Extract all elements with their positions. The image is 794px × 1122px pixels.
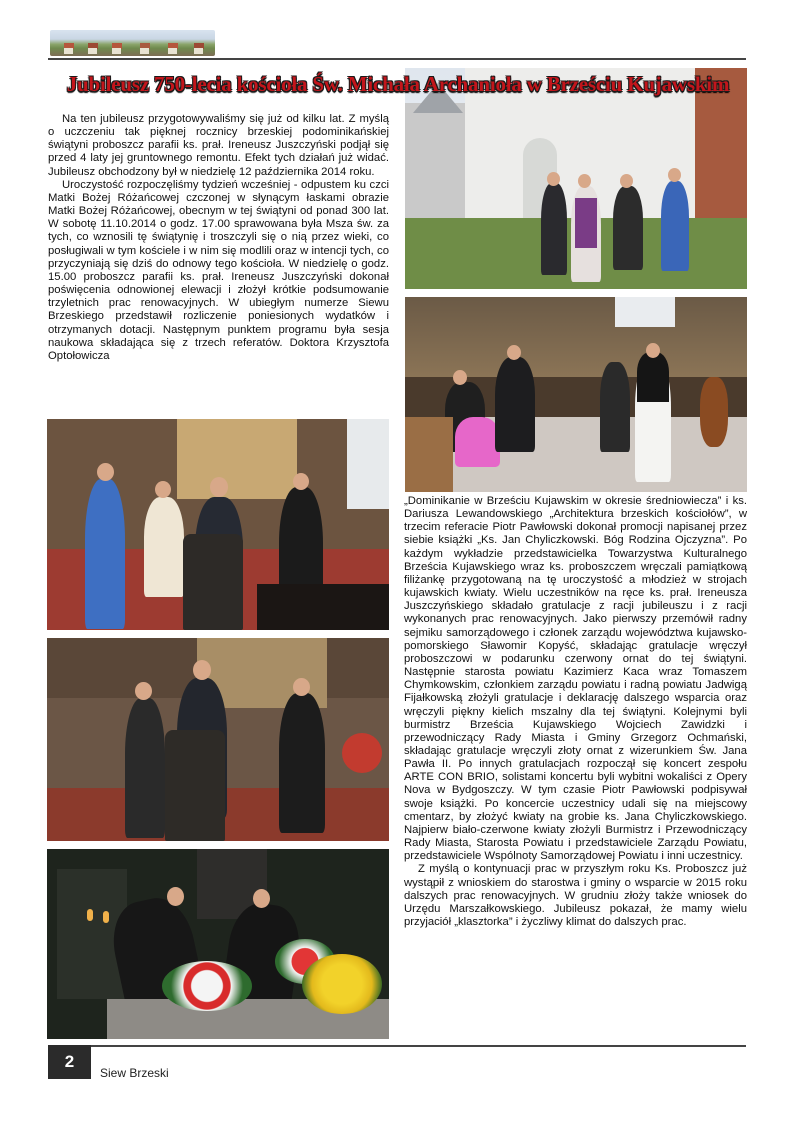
paragraph: Na ten jubileusz przygotowywaliśmy się już od kilku lat. Z myślą o uczczeniu tak pięknej rocznicy brzeskiej podominikańskiej świątyni proboszcz parafii ks. prał. Ireneusz Juszczyński podjął się przed 4 laty jej gruntownego remontu. Efekt tych działań już widać. Jubileusz obchodzony był w niedzielę 12 października 2014 roku.	[48, 113, 389, 178]
paragraph: Uroczystość rozpoczęliśmy tydzień wcześniej - odpustem ku czci Matki Bożej Różańcowej czczonej w słynącym łaskami obrazie Matki Bożej Różańcowej, obecnym w tej świątyni od ponad 300 lat. W sobotę 11.10.2014 o godz. 17.00 sprawowana była Msza św. za tych, co wznosili tę świątynię i troszczyli się o nią przez wieki, co posługiwali w tym kościele i w nim się modlili oraz w intencji tych, co przyczyniają się dziś do odnowy tego kościoła. W niedzielę o godz. 15.00 proboszcz parafii ks. prał. Ireneusz Juszczyński dokonał poświęcenia odnowionej elewacji i złożył krótkie podsumowanie trzyletnich prac renowacyjnych. W ubiegłym numerze Siewu Brzeskiego przedstawił rozliczenie poniesionych wydatków i otrzymanych dotacji. Następnym punktem programu była sesja naukowa składająca się z trzech referatów. Doktora Krzysztofa Optołowicza	[48, 178, 389, 362]
publication-name: Siew Brzeski	[100, 1066, 169, 1080]
paragraph: „Dominikanie w Brześciu Kujawskim w okresie średniowiecza” i ks. Dariusza Lewandowskiego „Architektura brzeskich kościołów”, w trzecim referacie Piotr Pawłowski dokonał promocji napisanej przez siebie książki „Ks. Jan Chyliczkowski. Bóg Rodzina Ojczyzna”. Po każdym wykładzie przedstawicielka Towarzystwa Kulturalnego Brześcia Kujawskiego wraz ks. proboszczem wręczali pamiątkową filiżankę przygotowaną na tę uroczystość a młodzież w strojach kujawskich kwiaty. Wielu uczestników na ręce ks. prał. Ireneusza Juszczyńskiego składało gratulacje z racji jubileuszu i z racji wykonanych prac renowacyjnych. Jako pierwszy przemówił radny sejmiku samorządowego i członek zarządu województwa kujawsko-pomorskiego Sławomir Kopyść, składając gratulacje wręczył proboszczowi w podarunku czerwony ornat do tej świątyni. Następnie starosta powiatu Kazimierz Kaca wraz Tomaszem Chymkowskim, członkiem zarządu powiatu i radną powiatu Jadwigą Fijałkowską złożyli gratulacje i deklarację dalszego wsparcia oraz wręczyli piękny kielich mszalny dla tej świątyni. Kolejnymi byli burmistrz Brześcia Kujawskiego Wojciech Zawidzki i przewodniczący Rady Miasta i Gminy Grzegorz Ochmański, składając gratulacje wręczyli złoty ornat z wizerunkiem Św. Jana Pawła II. Po innych gratulacjach rozpoczął się koncert zespołu ARTE CON BRIO, solistami koncertu byli wybitni wokaliści z Opery Nova w Bydgoszczy. W tym czasie Piotr Pawłowski podpisywał swoje książki. Po koncercie uczestnicy udali się na miejscowy cmentarz, by złożyć kwiaty na grobie ks. Jana Chyliczkowskiego. Najpierw biało-czerwone kwiaty złożyli Burmistrz i Przewodniczący Rady Miasta, Starosta Powiatu i przedstawiciele Zarządu Powiatu, przedstawiciele Wspólnoty Samorządowej Powiatu i inni uczestnicy.	[404, 495, 747, 863]
page-number: 2	[48, 1045, 91, 1079]
paragraph: Z myślą o kontynuacji prac w przyszłym roku Ks. Proboszcz już wystąpił z wnioskiem do starostwa i gminy o wsparcie w 2015 roku dalszych prac renowacyjnych. W grudniu złoży także wniosek do Urzędu Marszałkowskiego. Jubileusz pokazał, że mamy wielu przyjaciół „klasztorka” i życzliwy klimat do dalszych prac.	[404, 863, 747, 928]
concert-photo	[405, 297, 747, 492]
article-title-banner	[48, 68, 748, 112]
header-logo-panorama	[50, 30, 215, 56]
ceremony-speech-photo	[47, 419, 389, 630]
left-text-column	[48, 113, 389, 413]
ceremony-speech-photo-2	[47, 638, 389, 841]
header-rule	[48, 58, 746, 60]
footer-rule	[91, 1045, 746, 1047]
cemetery-flowers-photo	[47, 849, 389, 1039]
article-title: Jubileusz 750-lecia kościoła Św. Michała Archanioła w Brześciu Kujawskim	[66, 72, 730, 96]
right-text-column	[404, 495, 747, 1043]
